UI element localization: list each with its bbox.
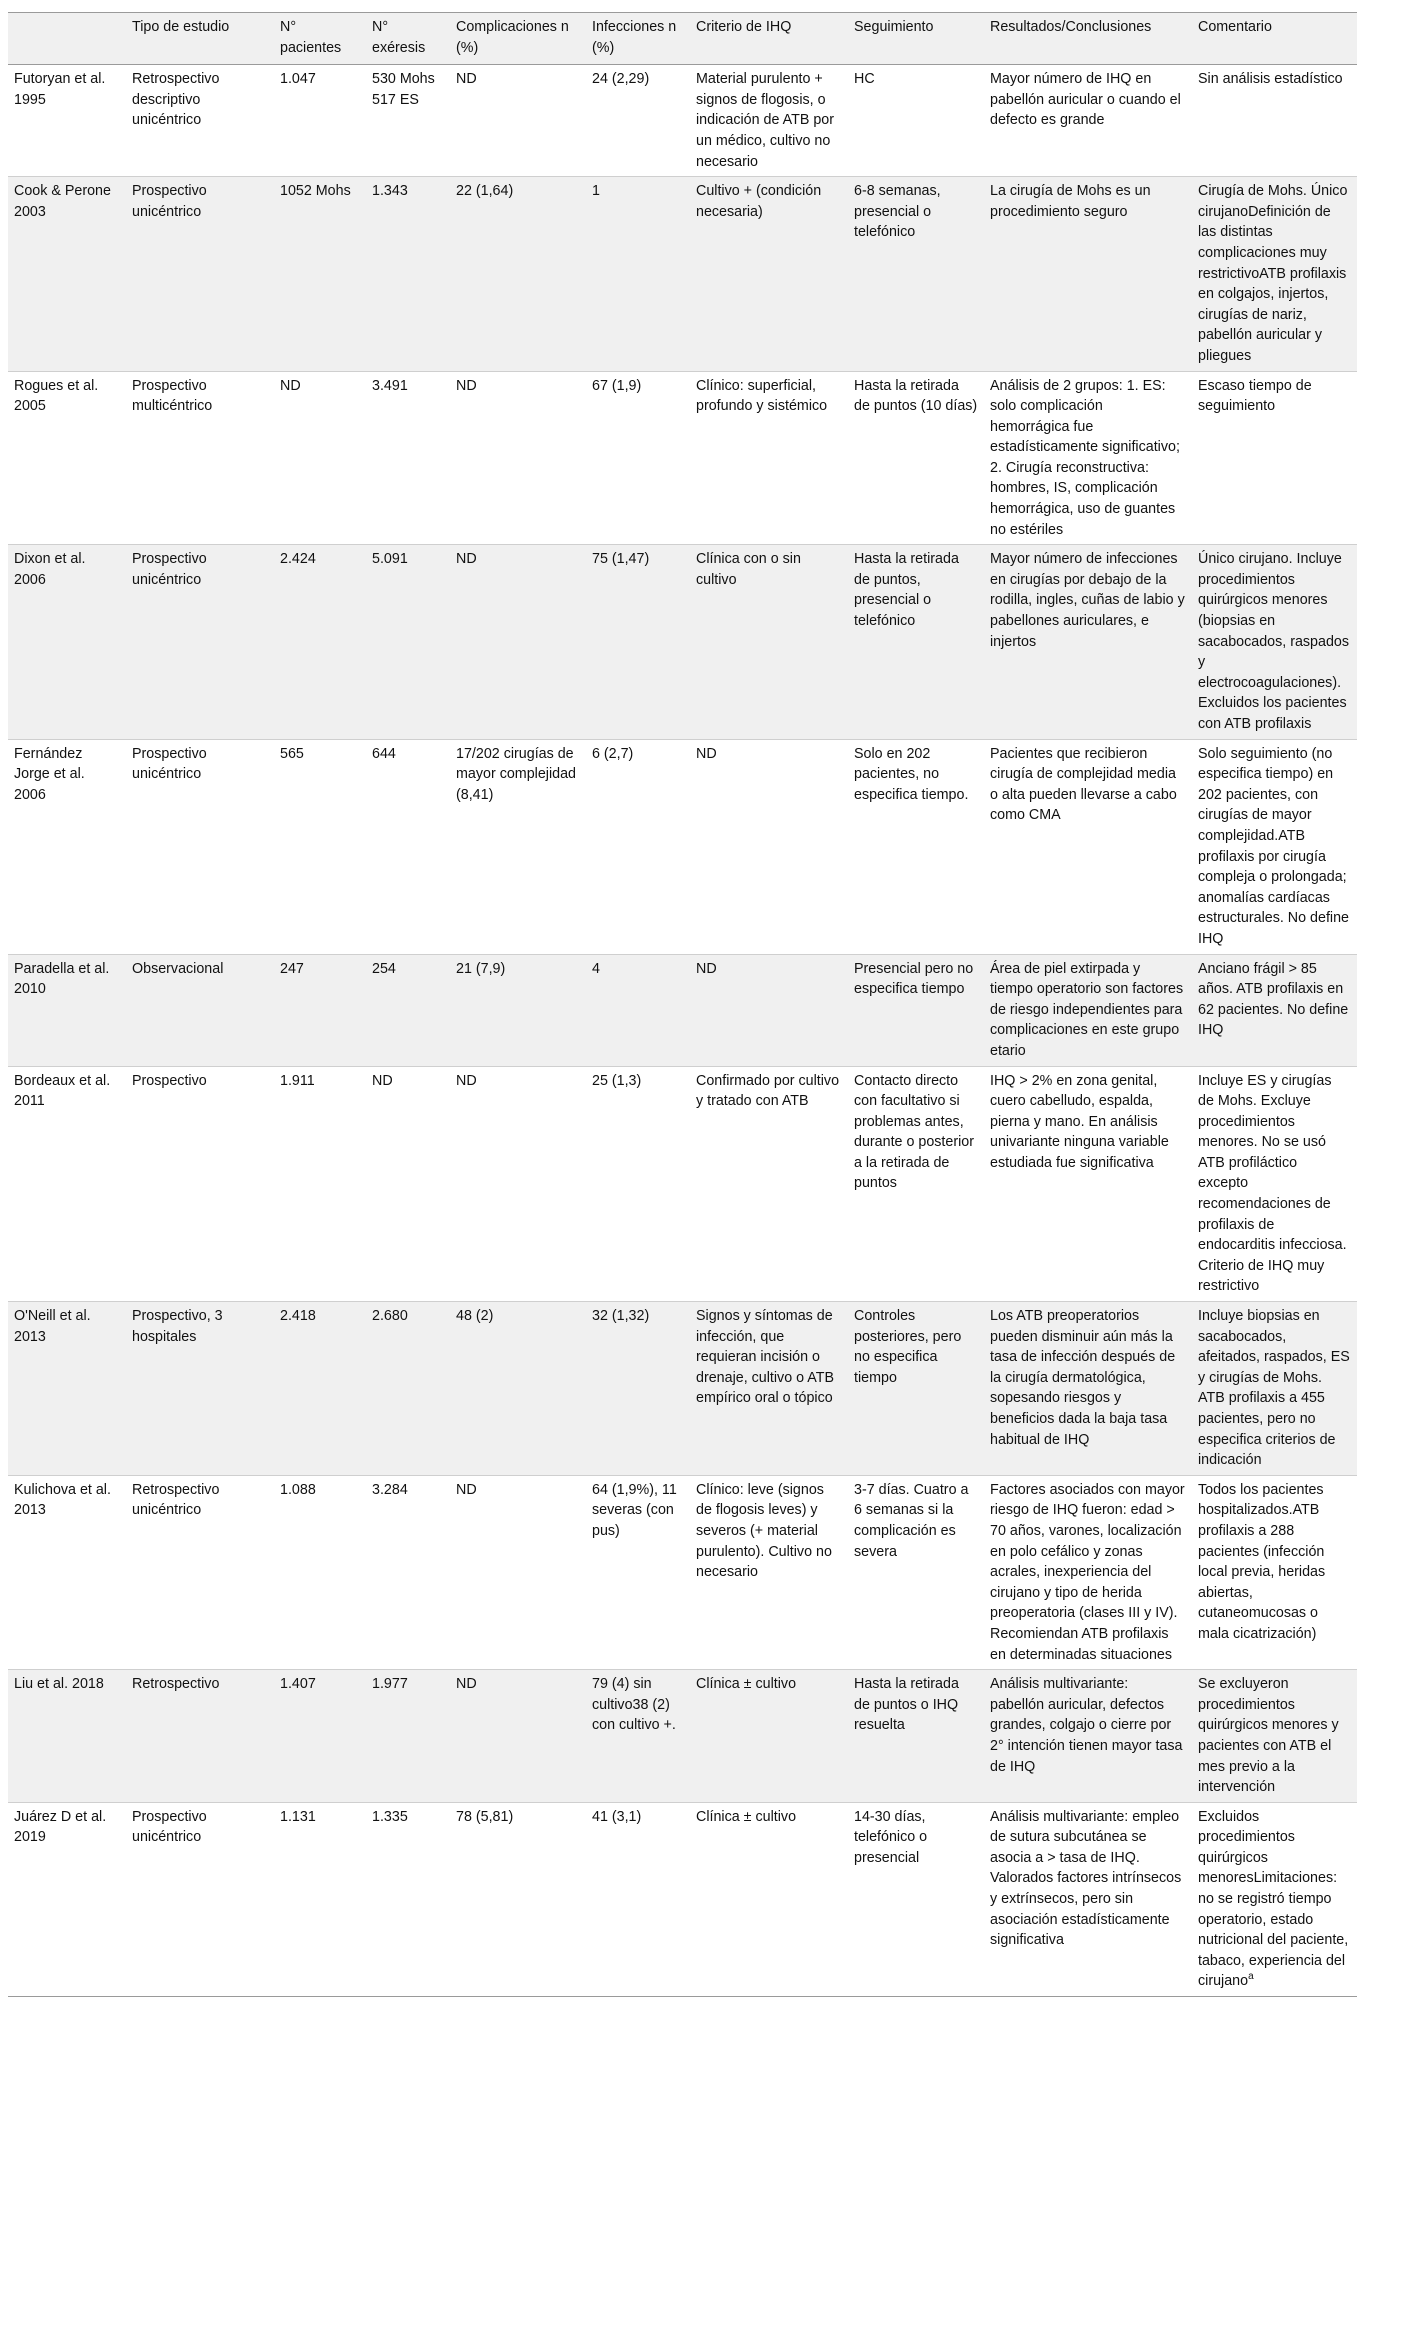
cell-patients xyxy=(274,1475,366,1669)
cell-text: Mayor número de IHQ en pabellón auricular o cuando el defecto es grande xyxy=(990,71,1181,129)
cell-text: Retrospectivo unicéntrico xyxy=(132,1481,220,1519)
cell-text: 67 (1,9) xyxy=(592,377,642,394)
cell-results xyxy=(984,739,1192,954)
cell-excisions xyxy=(366,545,450,739)
cell-text: ND xyxy=(372,1072,393,1089)
cell-study xyxy=(8,1066,126,1302)
cell-text: 22 (1,64) xyxy=(456,183,514,200)
cell-followup xyxy=(848,545,984,739)
cell-text: 78 (5,81) xyxy=(456,1808,514,1825)
cell-study xyxy=(8,954,126,1066)
cell-text: Contacto directo con facultativo si problemas antes, durante o posterior a la retirada de puntos xyxy=(854,1072,975,1192)
cell-complications xyxy=(450,1670,586,1803)
cell-excisions xyxy=(366,1066,450,1302)
cell-text: Análisis de 2 grupos: 1. ES: solo complicación hemorrágica fue estadísticamente significativo; 2. Cirugía reconstructiva: hombres, IS, complicación hemorrágica, uso de guantes no estériles xyxy=(990,377,1180,538)
cell-text: 25 (1,3) xyxy=(592,1072,642,1089)
cell-type xyxy=(126,739,274,954)
cell-infections xyxy=(586,954,690,1066)
cell-text: 1.335 xyxy=(372,1808,408,1825)
cell-text: ND xyxy=(456,1676,477,1693)
cell-text: Rogues et al. 2005 xyxy=(14,377,99,415)
column-header xyxy=(8,13,126,65)
cell-text: 1.407 xyxy=(280,1676,316,1693)
cell-complications xyxy=(450,1302,586,1476)
cell-text: 530 Mohs 517 ES xyxy=(372,71,435,108)
table-row xyxy=(8,1302,1357,1476)
cell-patients xyxy=(274,371,366,545)
cell-excisions xyxy=(366,1802,450,1996)
cell-study xyxy=(8,65,126,177)
cell-text: 75 (1,47) xyxy=(592,551,650,568)
cell-text: 1.088 xyxy=(280,1481,316,1498)
cell-text: Clínica ± cultivo xyxy=(696,1676,797,1693)
cell-followup xyxy=(848,1475,984,1669)
table-row xyxy=(8,177,1357,371)
cell-text: Solo seguimiento (no especifica tiempo) en 202 pacientes, con cirugías de mayor complejidad.ATB profilaxis por cirugía compleja o prolongada; anomalías cardíacas estructurales. No define IHQ xyxy=(1198,745,1349,947)
cell-results xyxy=(984,1066,1192,1302)
column-header: Infecciones n (%) xyxy=(592,19,677,56)
cell-excisions xyxy=(366,371,450,545)
cell-criterion xyxy=(690,954,848,1066)
cell-text: 254 xyxy=(372,960,396,977)
cell-text: 2.418 xyxy=(280,1308,316,1325)
studies-table xyxy=(8,12,1357,1997)
cell-text: Se excluyeron procedimientos quirúrgicos menores y pacientes con ATB el mes previo a la intervención xyxy=(1198,1676,1339,1796)
cell-text: ND xyxy=(696,745,717,762)
cell-infections xyxy=(586,177,690,371)
cell-text: 6-8 semanas, presencial o telefónico xyxy=(854,183,941,241)
cell-criterion xyxy=(690,1066,848,1302)
cell-study xyxy=(8,1670,126,1803)
cell-text: Escaso tiempo de seguimiento xyxy=(1198,377,1312,415)
cell-type xyxy=(126,1475,274,1669)
cell-text: Anciano frágil > 85 años. ATB profilaxis en 62 pacientes. No define IHQ xyxy=(1198,960,1349,1039)
cell-results xyxy=(984,1475,1192,1669)
cell-text: ND xyxy=(696,960,717,977)
column-header: N° pacientes xyxy=(280,19,342,56)
cell-excisions xyxy=(366,177,450,371)
cell-text: Dixon et al. 2006 xyxy=(14,551,86,588)
cell-comment xyxy=(1192,954,1357,1066)
cell-followup xyxy=(848,739,984,954)
cell-text: Prospectivo multicéntrico xyxy=(132,377,213,415)
cell-comment xyxy=(1192,1302,1357,1476)
cell-text: 1052 Mohs xyxy=(280,183,351,200)
cell-results xyxy=(984,1670,1192,1803)
cell-complications xyxy=(450,545,586,739)
header-row xyxy=(8,13,1357,65)
cell-patients xyxy=(274,954,366,1066)
cell-results xyxy=(984,1802,1192,1996)
cell-criterion xyxy=(690,177,848,371)
cell-followup xyxy=(848,1302,984,1476)
cell-text: 1.911 xyxy=(280,1072,315,1089)
cell-complications xyxy=(450,371,586,545)
cell-text: Bordeaux et al. 2011 xyxy=(14,1072,111,1110)
cell-text: Excluidos procedimientos quirúrgicos menoresLimitaciones: no se registró tiempo operatorio, estado nutricional del paciente, tabaco, experiencia del cirujano xyxy=(1198,1808,1349,1990)
cell-criterion xyxy=(690,739,848,954)
cell-type xyxy=(126,177,274,371)
cell-criterion xyxy=(690,1302,848,1476)
column-header: Criterio de IHQ xyxy=(696,19,792,35)
cell-complications xyxy=(450,65,586,177)
cell-complications xyxy=(450,177,586,371)
cell-followup xyxy=(848,1066,984,1302)
cell-text: 79 (4) sin cultivo38 (2) con cultivo +. xyxy=(592,1676,676,1734)
cell-text: Signos y síntomas de infección, que requieran incisión o drenaje, cultivo o ATB empírico oral o tópico xyxy=(696,1308,835,1407)
cell-text: Incluye ES y cirugías de Mohs. Excluye procedimientos menores. No se usó ATB profiláctico excepto recomendaciones de profilaxis de endocarditis infecciosa. Criterio de IHQ muy restrictivo xyxy=(1198,1072,1347,1295)
cell-complications xyxy=(450,1802,586,1996)
cell-text: Cirugía de Mohs. Único cirujanoDefinición de las distintas complicaciones muy restrictivoATB profilaxis en colgajos, injertos, cirugías de nariz, pabellón auricular y pliegues xyxy=(1198,183,1348,364)
cell-text: Área de piel extirpada y tiempo operatorio son factores de riesgo independientes para complicaciones en este grupo etario xyxy=(990,960,1184,1059)
cell-text: Prospectivo unicéntrico xyxy=(132,183,207,220)
cell-text: 247 xyxy=(280,960,304,977)
cell-text: Análisis multivariante: empleo de sutura subcutánea se asocia a > tasa de IHQ. Valorados factores intrínsecos y extrínsecos, pero sin asociación estadísticamente significativa xyxy=(990,1808,1182,1949)
cell-criterion xyxy=(690,1670,848,1803)
cell-type xyxy=(126,1302,274,1476)
cell-results xyxy=(984,371,1192,545)
cell-text: ND xyxy=(456,551,477,568)
cell-type xyxy=(126,954,274,1066)
cell-text: 64 (1,9%), 11 severas (con pus) xyxy=(592,1481,677,1539)
cell-text: Sin análisis estadístico xyxy=(1198,71,1343,88)
cell-text: Kulichova et al. 2013 xyxy=(14,1481,111,1519)
cell-type xyxy=(126,1670,274,1803)
column-header: Seguimiento xyxy=(854,19,934,35)
cell-text: 24 (2,29) xyxy=(592,71,650,88)
cell-text: 14-30 días, telefónico o presencial xyxy=(854,1808,928,1866)
cell-complications xyxy=(450,1066,586,1302)
cell-type xyxy=(126,1066,274,1302)
cell-comment xyxy=(1192,739,1357,954)
cell-comment xyxy=(1192,1475,1357,1669)
cell-results xyxy=(984,65,1192,177)
table-row xyxy=(8,65,1357,177)
cell-text: ND xyxy=(456,377,477,394)
cell-text: O'Neill et al. 2013 xyxy=(14,1308,91,1345)
cell-text: Juárez D et al. 2019 xyxy=(14,1808,107,1846)
cell-text: Cultivo + (condición necesaria) xyxy=(696,183,822,220)
cell-patients xyxy=(274,1670,366,1803)
cell-text: Hasta la retirada de puntos (10 días) xyxy=(854,377,978,415)
cell-excisions xyxy=(366,1670,450,1803)
cell-text: Cook & Perone 2003 xyxy=(14,183,111,220)
cell-type xyxy=(126,371,274,545)
cell-text: Prospectivo unicéntrico xyxy=(132,551,207,588)
cell-comment xyxy=(1192,1066,1357,1302)
cell-criterion xyxy=(690,1802,848,1996)
cell-text: ND xyxy=(456,71,477,88)
cell-text: 1.977 xyxy=(372,1676,408,1693)
cell-excisions xyxy=(366,65,450,177)
cell-text: Incluye biopsias en sacabocados, afeitados, raspados, ES y cirugías de Mohs. ATB profilaxis a 455 pacientes, pero no especifica criterios de indicación xyxy=(1198,1308,1350,1469)
cell-text: Material purulento + signos de flogosis, o indicación de ATB por un médico, cultivo no necesario xyxy=(696,71,835,170)
cell-text: Único cirujano. Incluye procedimientos quirúrgicos menores (biopsias en sacabocados, raspados y electrocoagulaciones). Excluidos los pacientes con ATB profilaxis xyxy=(1198,551,1350,732)
table-row xyxy=(8,739,1357,954)
cell-results xyxy=(984,545,1192,739)
cell-followup xyxy=(848,371,984,545)
cell-text: Fernández Jorge et al. 2006 xyxy=(14,745,85,803)
table-row xyxy=(8,1066,1357,1302)
cell-text: 565 xyxy=(280,745,304,762)
cell-text: 1.343 xyxy=(372,183,408,200)
cell-text: Liu et al. 2018 xyxy=(14,1676,104,1693)
cell-complications xyxy=(450,1475,586,1669)
cell-text: Clínica con o sin cultivo xyxy=(696,551,801,588)
column-header: N° exéresis xyxy=(372,19,426,56)
cell-text: ND xyxy=(456,1072,477,1089)
cell-text: 1.047 xyxy=(280,71,316,88)
cell-criterion xyxy=(690,1475,848,1669)
cell-patients xyxy=(274,1802,366,1996)
cell-followup xyxy=(848,177,984,371)
cell-results xyxy=(984,954,1192,1066)
cell-text: Futoryan et al. 1995 xyxy=(14,71,106,108)
cell-text: Observacional xyxy=(132,960,224,977)
cell-infections xyxy=(586,371,690,545)
cell-text: ND xyxy=(456,1481,477,1498)
cell-text: 5.091 xyxy=(372,551,408,568)
cell-study xyxy=(8,177,126,371)
cell-text: Todos los pacientes hospitalizados.ATB profilaxis a 288 pacientes (infección local previa, heridas abiertas, cutaneomucosas o mala cicatrización) xyxy=(1198,1481,1326,1642)
cell-comment xyxy=(1192,371,1357,545)
cell-text: 3-7 días. Cuatro a 6 semanas si la complicación es severa xyxy=(854,1481,969,1560)
cell-followup xyxy=(848,1802,984,1996)
cell-text: 4 xyxy=(592,960,600,977)
cell-text: Paradella et al. 2010 xyxy=(14,960,110,998)
cell-criterion xyxy=(690,371,848,545)
cell-text: Retrospectivo xyxy=(132,1676,220,1693)
cell-text: 21 (7,9) xyxy=(456,960,506,977)
cell-type xyxy=(126,1802,274,1996)
cell-comment xyxy=(1192,1670,1357,1803)
cell-results xyxy=(984,1302,1192,1476)
cell-text: 17/202 cirugías de mayor complejidad (8,41) xyxy=(456,745,576,803)
cell-comment xyxy=(1192,545,1357,739)
cell-text: 3.491 xyxy=(372,377,408,394)
cell-text: 6 (2,7) xyxy=(592,745,634,762)
column-header: Resultados/Conclusiones xyxy=(990,19,1152,35)
column-header: Complicaciones n (%) xyxy=(456,19,569,56)
table-row xyxy=(8,1670,1357,1803)
cell-study xyxy=(8,1475,126,1669)
cell-excisions xyxy=(366,954,450,1066)
cell-excisions xyxy=(366,739,450,954)
cell-text: 644 xyxy=(372,745,396,762)
column-header: Tipo de estudio xyxy=(132,19,230,35)
cell-patients xyxy=(274,177,366,371)
cell-text: Clínico: leve (signos de flogosis leves) y severos (+ material purulento). Cultivo no necesario xyxy=(696,1481,832,1581)
cell-text: 2.424 xyxy=(280,551,316,568)
table-row xyxy=(8,1802,1357,1996)
cell-comment xyxy=(1192,177,1357,371)
cell-comment xyxy=(1192,1802,1357,1996)
cell-text: 41 (3,1) xyxy=(592,1808,642,1825)
cell-complications xyxy=(450,739,586,954)
table-row xyxy=(8,545,1357,739)
cell-text: Prospectivo xyxy=(132,1072,207,1089)
cell-type xyxy=(126,545,274,739)
cell-text: Hasta la retirada de puntos, presencial o telefónico xyxy=(854,551,959,630)
cell-text: Análisis multivariante: pabellón auricular, defectos grandes, colgajo o cierre por 2° intención tienen mayor tasa de IHQ xyxy=(990,1676,1183,1775)
cell-infections xyxy=(586,65,690,177)
cell-patients xyxy=(274,65,366,177)
cell-followup xyxy=(848,1670,984,1803)
cell-text: IHQ > 2% en zona genital, cuero cabelludo, espalda, pierna y mano. En análisis univariante ninguna variable estudiada fue significativa xyxy=(990,1072,1169,1171)
table-row xyxy=(8,371,1357,545)
cell-complications xyxy=(450,954,586,1066)
column-header: Comentario xyxy=(1198,19,1272,35)
cell-text: 1 xyxy=(592,183,600,200)
cell-excisions xyxy=(366,1475,450,1669)
table-body xyxy=(8,65,1357,1997)
cell-study xyxy=(8,1302,126,1476)
table-header xyxy=(8,13,1357,65)
cell-infections xyxy=(586,545,690,739)
cell-text: 2.680 xyxy=(372,1308,408,1325)
cell-text: Solo en 202 pacientes, no especifica tiempo. xyxy=(854,745,969,803)
cell-text: Prospectivo, 3 hospitales xyxy=(132,1308,223,1345)
cell-comment xyxy=(1192,65,1357,177)
cell-text: 32 (1,32) xyxy=(592,1308,650,1325)
cell-text: Prospectivo unicéntrico xyxy=(132,1808,207,1846)
cell-text: Presencial pero no especifica tiempo xyxy=(854,960,974,998)
footnote-marker: a xyxy=(1248,1971,1254,1983)
table-row xyxy=(8,954,1357,1066)
cell-infections xyxy=(586,739,690,954)
cell-text: Mayor número de infecciones en cirugías por debajo de la rodilla, ingles, cuñas de labio y pabellones auriculares, e injertos xyxy=(990,551,1185,650)
cell-text: Retrospectivo descriptivo unicéntrico xyxy=(132,71,220,129)
cell-text: Factores asociados con mayor riesgo de IHQ fueron: edad > 70 años, varones, localización en polo cefálico y zonas acrales, inexperiencia del cirujano y tipo de herida preoperatoria (clases III y IV). Recomiendan ATB profilaxis en determinadas situaciones xyxy=(990,1481,1185,1663)
cell-infections xyxy=(586,1475,690,1669)
cell-text: Pacientes que recibieron cirugía de complejidad media o alta pueden llevarse a cabo como CMA xyxy=(990,745,1177,824)
cell-text: Prospectivo unicéntrico xyxy=(132,745,207,783)
cell-infections xyxy=(586,1302,690,1476)
cell-criterion xyxy=(690,545,848,739)
cell-patients xyxy=(274,545,366,739)
cell-criterion xyxy=(690,65,848,177)
cell-study xyxy=(8,1802,126,1996)
cell-text: Clínico: superficial, profundo y sistémico xyxy=(696,377,828,415)
cell-text: 3.284 xyxy=(372,1481,408,1498)
cell-text: Confirmado por cultivo y tratado con ATB xyxy=(696,1072,840,1110)
table-row xyxy=(8,1475,1357,1669)
cell-patients xyxy=(274,739,366,954)
cell-infections xyxy=(586,1066,690,1302)
cell-results xyxy=(984,177,1192,371)
cell-study xyxy=(8,739,126,954)
cell-patients xyxy=(274,1302,366,1476)
cell-study xyxy=(8,371,126,545)
cell-followup xyxy=(848,954,984,1066)
cell-text: Los ATB preoperatorios pueden disminuir aún más la tasa de infección después de la cirugía dermatológica, sopesando riesgos y beneficios dada la baja tasa habitual de IHQ xyxy=(990,1308,1176,1448)
cell-text: 1.131 xyxy=(280,1808,316,1825)
cell-patients xyxy=(274,1066,366,1302)
cell-text: Controles posteriores, pero no especifica tiempo xyxy=(854,1308,962,1386)
cell-text: Clínica ± cultivo xyxy=(696,1808,797,1825)
cell-infections xyxy=(586,1670,690,1803)
cell-study xyxy=(8,545,126,739)
cell-text: ND xyxy=(280,377,301,394)
cell-text: La cirugía de Mohs es un procedimiento seguro xyxy=(990,183,1151,220)
cell-excisions xyxy=(366,1302,450,1476)
cell-text: Hasta la retirada de puntos o IHQ resuelta xyxy=(854,1676,959,1734)
cell-text: 48 (2) xyxy=(456,1308,494,1325)
cell-infections xyxy=(586,1802,690,1996)
cell-type xyxy=(126,65,274,177)
cell-text: HC xyxy=(854,71,875,88)
cell-followup xyxy=(848,65,984,177)
